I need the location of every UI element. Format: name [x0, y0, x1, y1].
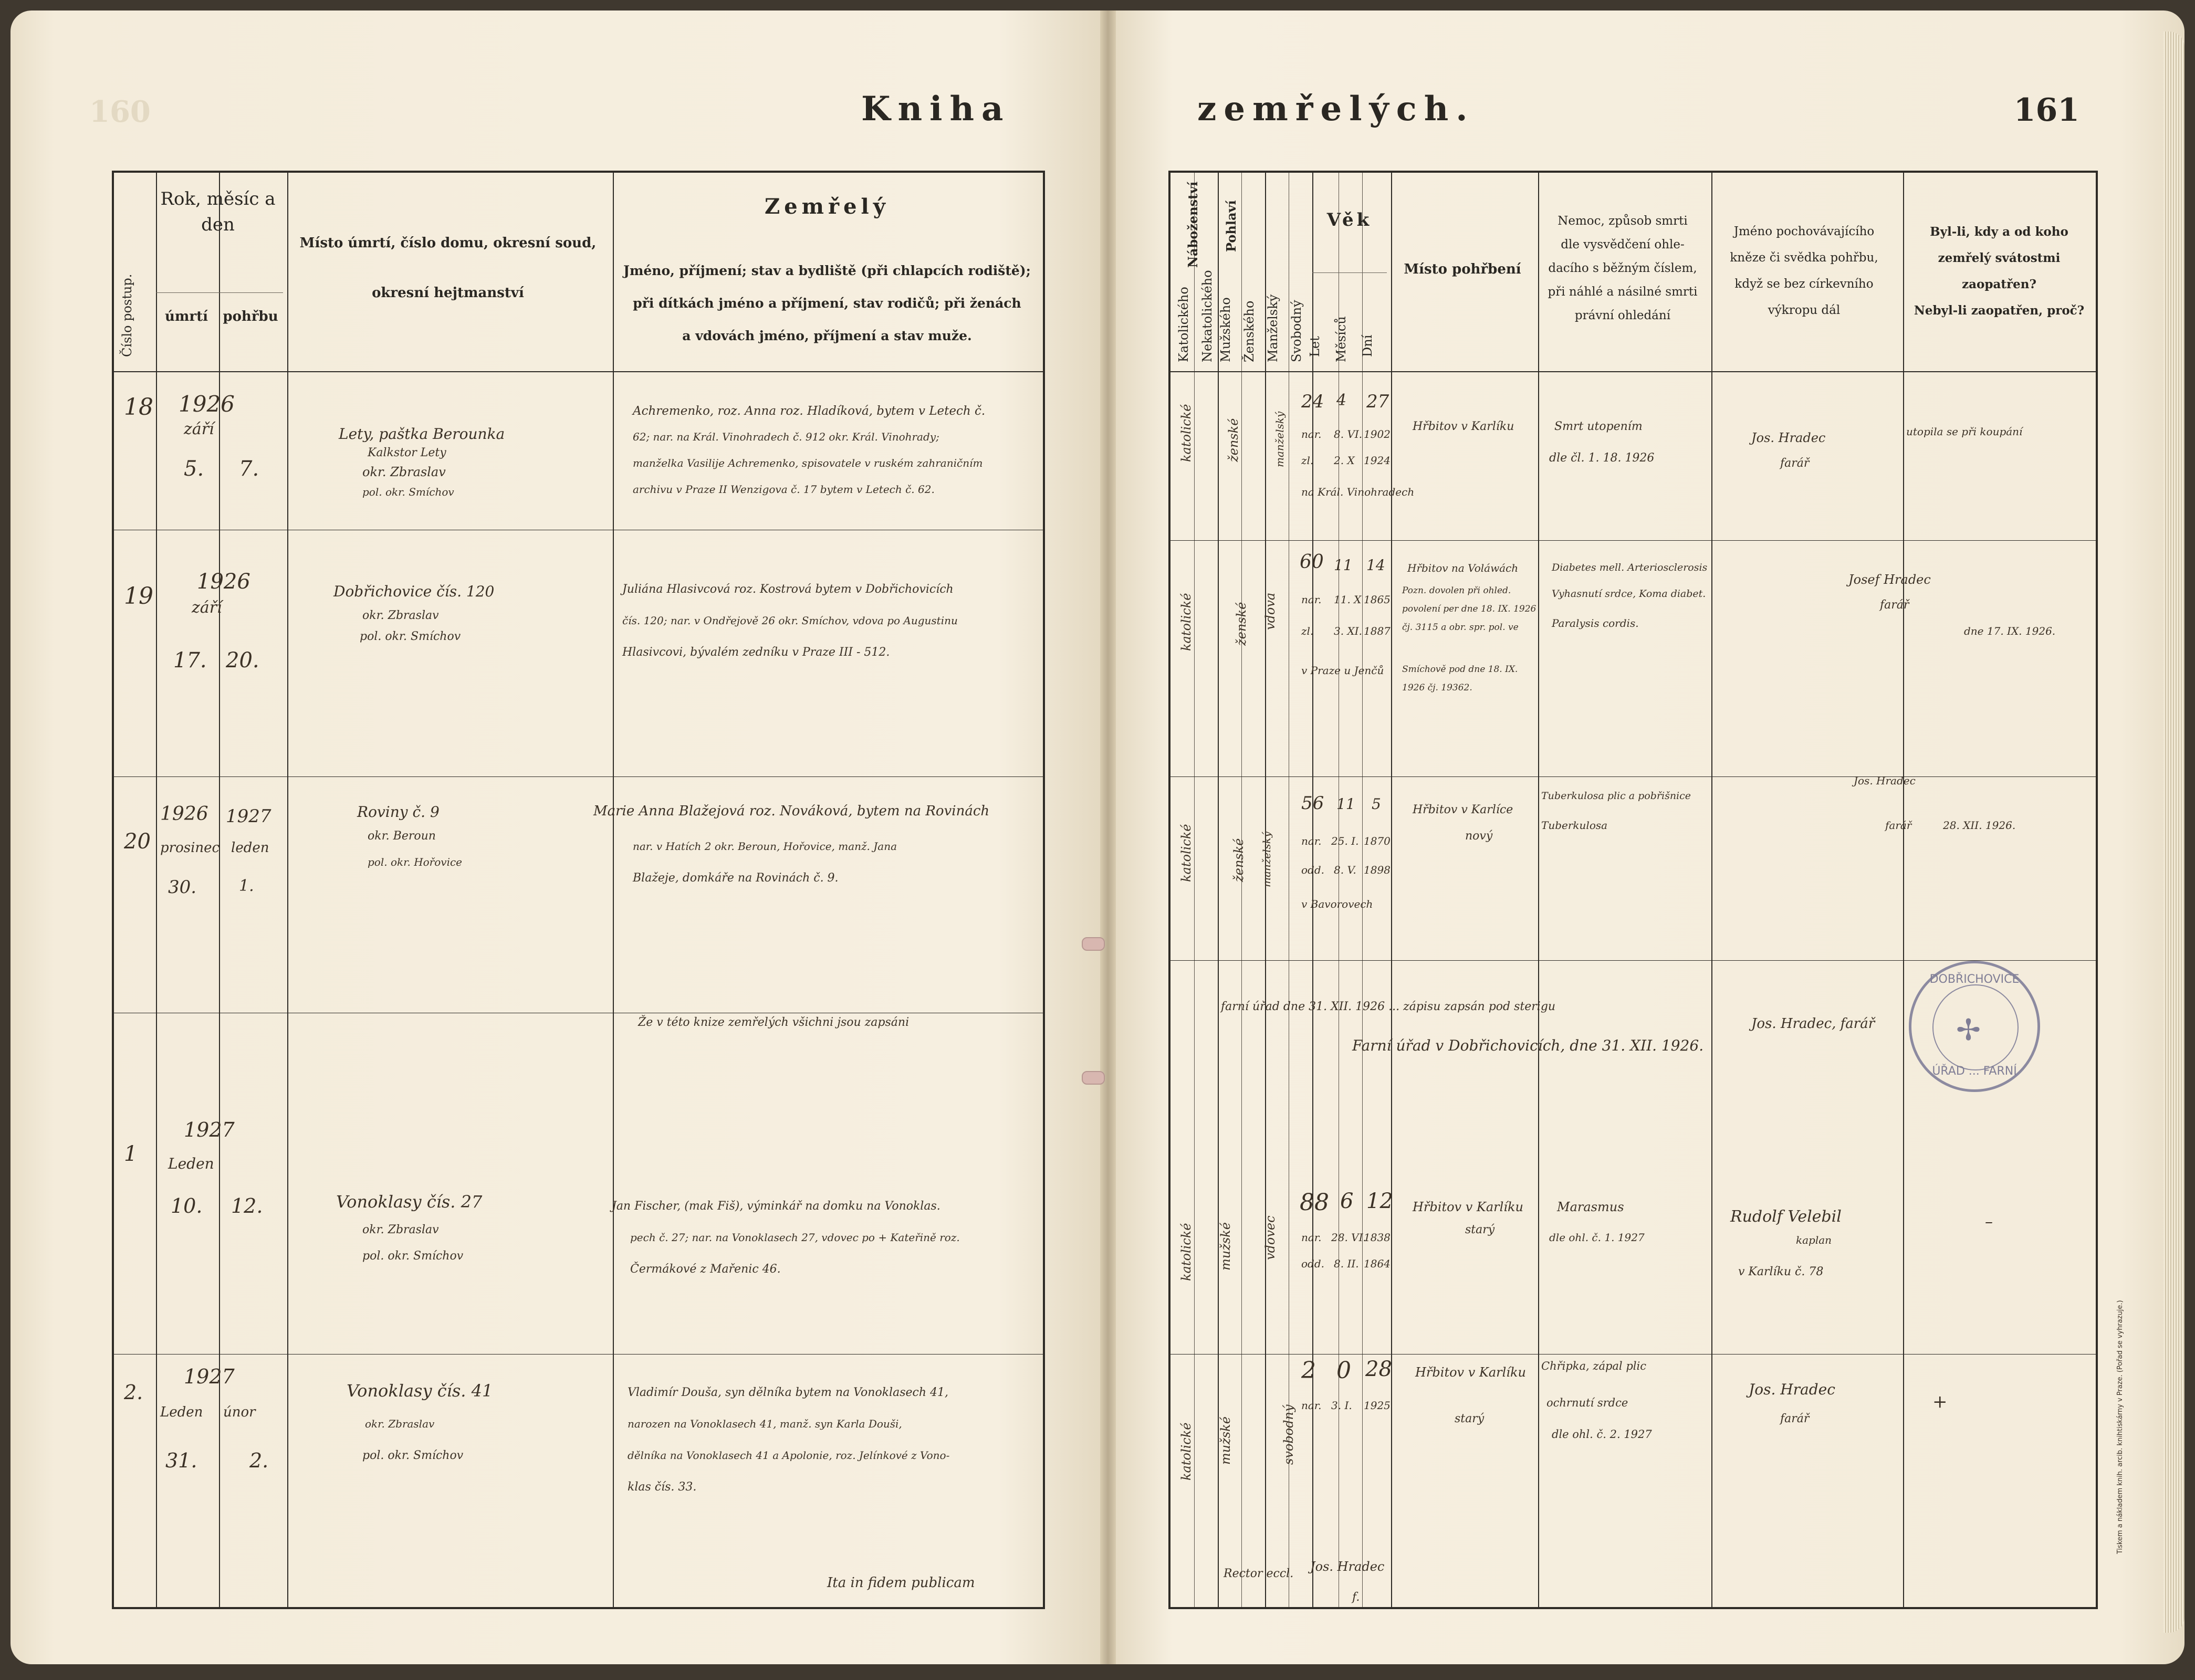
entry-18-month: září: [184, 420, 214, 438]
right-register-table: [1168, 171, 2098, 1609]
entry-19-deceased-2: čís. 120; nar. v Ondřejově 26 okr. Smíchov, vdova po Augustinu: [622, 614, 958, 627]
binding-thread-bottom: [1082, 1071, 1105, 1085]
hdr-zemrely-desc1: Jméno, příjmení; stav a bydliště (při chlapcích rodiště);: [623, 263, 1031, 278]
entry-19-age-months: 11: [1334, 556, 1353, 574]
entry-18-deceased-1: Achremenko, roz. Anna roz. Hladíková, bytem v Letech č.: [633, 404, 986, 418]
entry-2-no: 2.: [124, 1381, 143, 1404]
hdr-svobodny: Svobodný: [1289, 300, 1304, 362]
entry-1-month: Leden: [168, 1155, 214, 1172]
hdr-let: Let: [1308, 336, 1322, 357]
entry-2-burial-1: Hřbitov v Karlíku: [1415, 1365, 1526, 1380]
entry-2-sacraments: +: [1932, 1391, 1948, 1412]
entry-2-day-death: 31.: [165, 1449, 197, 1472]
entry-19-burial-2: Pozn. dovolen při ohled.: [1402, 585, 1511, 596]
entry-2-age-r2-b: 3. I.: [1331, 1399, 1352, 1412]
entry-20-priest-2: farář: [1885, 819, 1912, 832]
entry-1-year: 1927: [184, 1118, 235, 1141]
hdr-zemrely-desc3: a vdovách jméno, příjmení a stav muže.: [682, 328, 972, 343]
entry-19-age-r4: v Praze u Jenčů: [1301, 664, 1384, 677]
book-gutter: [1100, 10, 1116, 1664]
entry-2-deceased-1: Vladimír Douša, syn dělníka bytem na Vonoklasech 41,: [628, 1386, 948, 1399]
hdr-cislo: Číslo postup.: [120, 274, 134, 357]
entry-18-age-months: 4: [1336, 391, 1347, 410]
entry-18-cause-1: Smrt utopením: [1554, 420, 1643, 433]
entry-20-place-2: okr. Beroun: [368, 830, 436, 843]
entry-19-age-r2-a: nar.: [1301, 593, 1322, 606]
entry-20-age-months: 11: [1336, 795, 1355, 813]
hdr-rok: Rok, měsíc a den: [160, 188, 276, 236]
entry-18-day-death: 5.: [184, 457, 204, 481]
entry-20-burial-2: nový: [1465, 830, 1493, 843]
entry-1-age-r2-c: 1838: [1364, 1231, 1391, 1244]
hdr-misto-pohrbeni: Místo pohřbení: [1404, 261, 1521, 277]
entry-20-day-burial: 1.: [239, 877, 254, 895]
entry-20-no: 20: [124, 830, 151, 854]
hdr-umrti: úmrtí: [165, 309, 208, 324]
closing-priest: Jos. Hradec, farář: [1751, 1016, 1875, 1032]
entry-19-burial-4: čj. 3115 a obr. spr. pol. ve: [1402, 622, 1519, 633]
entry-18-sacraments: utopila se při koupání: [1906, 425, 2023, 438]
entry-2-month: Leden: [160, 1404, 203, 1420]
entry-18-religion: katolické: [1179, 404, 1194, 462]
entry-1-age-days: 12: [1366, 1189, 1393, 1213]
entry-19-burial-3: povolení per dne 18. IX. 1926: [1402, 604, 1537, 614]
entry-2-age-months: 0: [1336, 1357, 1351, 1384]
hdr-nemoc-5: právní ohledání: [1574, 309, 1671, 322]
title-right: zemřelých.: [1197, 89, 1475, 129]
entry-1-deceased-1: Jan Fischer, (mak Fiš), výminkář na domku na Vonoklas.: [612, 1200, 940, 1213]
hdr-byl-3: zaopatřen?: [1962, 277, 2036, 291]
entry-19-day-burial: 20.: [226, 648, 259, 673]
entry-1-cause-1: Marasmus: [1557, 1200, 1624, 1214]
entry-1-burial-1: Hřbitov v Karlíku: [1413, 1200, 1523, 1214]
entry-1-priest-2: kaplan: [1796, 1234, 1832, 1246]
entry-18-age-r3-b: 2. X: [1334, 454, 1355, 467]
hdr-jmeno-4: výkropu dál: [1768, 303, 1841, 317]
hdr-dni: Dní: [1360, 334, 1375, 357]
entry-19-age-days: 14: [1366, 556, 1385, 574]
entry-1-place-2: okr. Zbraslav: [362, 1223, 439, 1236]
entry-19-age-r2-c: 1865: [1364, 593, 1391, 606]
entry-19-religion: katolické: [1179, 593, 1194, 651]
entry-2-place-1: Vonoklasy čís. 41: [347, 1381, 493, 1401]
entry-18-status: manželský: [1273, 411, 1286, 467]
hdr-byl-4: Nebyl-li zaopatřen, proč?: [1914, 303, 2085, 318]
entry-1-religion: katolické: [1179, 1223, 1194, 1281]
entry-2-status: svobodný: [1281, 1404, 1296, 1465]
entry-18-deceased-2: 62; nar. na Král. Vinohradech č. 912 okr. Král. Vinohrady;: [633, 430, 939, 443]
entry-19-place-3: pol. okr. Smíchov: [360, 630, 461, 643]
entry-20-priest-1: Jos. Hradec: [1854, 774, 1916, 787]
closing-right-1: farní úřad dne 31. XII. 1926 ... zápisu zapsán pod sterigu: [1221, 1000, 1556, 1013]
entry-18-sex: ženské: [1226, 418, 1241, 462]
entry-2-deceased-4: klas čís. 33.: [628, 1480, 697, 1494]
entry-18-age-r2-c: 1902: [1364, 428, 1391, 440]
hdr-nemoc-3: dacího s běžným číslem,: [1548, 261, 1697, 275]
entry-2-age-years: 2: [1301, 1357, 1316, 1384]
entry-1-age-months: 6: [1340, 1189, 1354, 1213]
hdr-nemoc-4: při náhlé a násilné smrti: [1548, 285, 1698, 299]
entry-2-religion: katolické: [1179, 1422, 1194, 1480]
entry-18-age-r2-a: nar.: [1301, 428, 1322, 440]
hdr-byl-1: Byl-li, kdy a od koho: [1930, 225, 2068, 239]
hdr-katolickeho: Katolického: [1176, 287, 1191, 362]
entry-2-age-r2-a: nar.: [1301, 1399, 1322, 1412]
entry-2-place-2: okr. Zbraslav: [365, 1418, 435, 1430]
entry-18-priest-1: Jos. Hradec: [1751, 430, 1826, 445]
entry-20-place-1: Roviny č. 9: [357, 803, 440, 821]
entry-18-age-r3-c: 1924: [1364, 454, 1391, 467]
parish-stamp: [1909, 961, 2040, 1092]
entry-1-day-burial: 12.: [231, 1194, 263, 1217]
entry-2-deceased-2: narozen na Vonoklasech 41, manž. syn Karla Douši,: [628, 1418, 902, 1430]
entry-20-age-years: 56: [1301, 793, 1324, 814]
hdr-pohrbu: pohřbu: [223, 309, 278, 324]
entry-19-deceased-3: Hlasivcovi, bývalém zedníku v Praze III - 512.: [622, 646, 890, 659]
entry-1-age-r2-b: 28. VI.: [1331, 1231, 1366, 1244]
entry-19-deceased-1: Juliána Hlasivcová roz. Kostrová bytem v Dobřichovicích: [622, 583, 954, 596]
entry-18-priest-2: farář: [1780, 457, 1810, 470]
entry-2-age-days: 28: [1365, 1357, 1392, 1381]
entry-20-burial-1: Hřbitov v Karlíce: [1413, 803, 1513, 816]
entry-20-cause-1: Tuberkulosa plic a pobřišnice: [1541, 790, 1691, 802]
entry-18-place-2: Kalkstor Lety: [368, 446, 446, 459]
entry-2-cause-1: Chřipka, zápal plic: [1541, 1360, 1646, 1372]
entry-1-deceased-3: Čermákové z Mařenic 46.: [630, 1263, 781, 1276]
page-number: 161: [2013, 92, 2079, 129]
entry-19-cause-1: Diabetes mell. Arteriosclerosis: [1552, 562, 1708, 573]
entry-19-year: 1926: [197, 570, 250, 594]
entry-19-age-r3-c: 1887: [1364, 625, 1391, 637]
entry-20-year-burial: 1927: [226, 806, 271, 827]
hdr-byl-2: zemřelý svátostmi: [1938, 251, 2061, 265]
hdr-muzskeho: Mužského: [1218, 297, 1233, 362]
hdr-nabozenstvi: Náboženství: [1185, 181, 1200, 268]
entry-20-day-death: 30.: [168, 877, 197, 898]
footer-left: Ita in fidem publicam: [827, 1575, 975, 1591]
entry-2-sex: mužské: [1218, 1416, 1233, 1465]
entry-18-place-4: pol. okr. Smíchov: [362, 486, 454, 498]
entry-18-age-r4: na Král. Vinohradech: [1301, 486, 1415, 498]
entry-1-day-death: 10.: [171, 1194, 203, 1217]
entry-1-age-r3-a: odd.: [1301, 1257, 1325, 1270]
entry-18-age-days: 27: [1366, 391, 1389, 412]
entry-1-age-r3-c: 1864: [1364, 1257, 1391, 1270]
entry-2-priest-1: Jos. Hradec: [1749, 1381, 1835, 1398]
hdr-nemoc-2: dle vysvědčení ohle-: [1561, 238, 1685, 251]
entry-20-age-r4: v Bavorovech: [1301, 898, 1373, 910]
entry-20-age-r2-b: 25. I.: [1331, 835, 1359, 847]
entry-19-place-1: Dobřichovice čís. 120: [333, 583, 495, 600]
entry-19-no: 19: [124, 583, 153, 610]
entry-20-age-r3-b: 8. V.: [1334, 864, 1356, 876]
entry-1-no: 1: [124, 1142, 138, 1166]
entry-20-sex: ženské: [1231, 838, 1246, 882]
entry-19-place-2: okr. Zbraslav: [362, 609, 439, 622]
entry-1-priest-1: Rudolf Velebil: [1730, 1208, 1842, 1226]
hdr-jmeno-3: když se bez církevního: [1734, 277, 1874, 291]
hdr-jmeno-2: kněze či svědka pohřbu,: [1730, 251, 1878, 265]
entry-19-day-death: 17.: [173, 648, 207, 673]
hdr-nemoc-1: Nemoc, způsob smrti: [1558, 214, 1688, 228]
entry-18-year: 1926: [179, 391, 235, 417]
entry-19-age-r3-a: zl.: [1301, 625, 1314, 637]
entry-20-place-3: pol. okr. Hořovice: [368, 856, 463, 868]
entry-18-age-r2-b: 8. VI.: [1334, 428, 1363, 440]
title-left: Kniha: [861, 89, 1011, 129]
entry-2-place-3: pol. okr. Smíchov: [362, 1449, 464, 1462]
entry-20-age-r3-a: odd.: [1301, 864, 1325, 876]
entry-2-cause-3: dle ohl. č. 2. 1927: [1552, 1428, 1652, 1441]
entry-20-age-r3-c: 1898: [1364, 864, 1391, 876]
closing-right-2: Farní úřad v Dobřichovicích, dne 31. XII. 1926.: [1352, 1037, 1704, 1054]
entry-18-deceased-3: manželka Vasilije Achremenko, spisovatele v ruském zahraničním: [633, 457, 983, 469]
entry-18-no: 18: [124, 394, 153, 421]
entry-2-priest-2: farář: [1780, 1412, 1810, 1425]
ghost-page-number: 160: [89, 94, 151, 129]
hdr-zemrely-desc2: při dítkách jméno a příjmení, stav rodičů; při ženách: [633, 296, 1021, 311]
hdr-misto: Místo úmrtí, číslo domu, okresní soud,: [299, 235, 597, 251]
entry-1-sex: mužské: [1218, 1222, 1233, 1270]
entry-1-sacraments: –: [1985, 1213, 1993, 1231]
entry-2-cause-2: ochrnutí srdce: [1546, 1396, 1628, 1409]
entry-20-deceased-1: Marie Anna Blažejová roz. Nováková, bytem na Rovinách: [593, 803, 990, 819]
printer-imprint: Tiskem a nákladem knih. arcib. knihtiskárny v Praze. (Pořad se vyhrazuje.): [2116, 1300, 2124, 1554]
entry-19-age-r2-b: 11. X: [1334, 593, 1362, 606]
hdr-zenskeho: Ženského: [1242, 300, 1257, 362]
entry-18-burial: Hřbitov v Karlíku: [1413, 420, 1514, 433]
stamp-emblem-icon: ✢: [1956, 1013, 1981, 1047]
entry-19-cause-2: Vyhasnutí srdce, Koma diabet.: [1552, 588, 1706, 600]
entry-20-month: prosinec: [160, 840, 220, 856]
page-edges: [2163, 32, 2184, 1633]
hdr-manzelsky: Manželský: [1266, 294, 1280, 362]
entry-19-burial-5: Smíchově pod dne 18. IX.: [1402, 664, 1518, 675]
entry-18-day-burial: 7.: [239, 457, 259, 481]
entry-2-age-r2-c: 1925: [1364, 1399, 1391, 1412]
entry-19-sex: ženské: [1234, 602, 1249, 646]
entry-1-priest-3: v Karlíku č. 78: [1738, 1265, 1824, 1278]
entry-18-age-r3-a: zl.: [1301, 454, 1314, 467]
entry-19-age-years: 60: [1300, 551, 1324, 573]
entry-20-age-days: 5: [1372, 795, 1381, 813]
hdr-vek: Věk: [1326, 209, 1373, 230]
entry-1-age-r2-a: nar.: [1301, 1231, 1322, 1244]
hdr-jmeno-1: Jméno pochovávajícího: [1733, 225, 1875, 238]
entry-1-deceased-2: pech č. 27; nar. na Vonoklasech 27, vdovec po + Kateřině roz.: [630, 1231, 960, 1244]
entry-19-status: vdova: [1263, 592, 1278, 630]
entry-20-year: 1926: [160, 803, 208, 825]
entry-18-deceased-4: archivu v Praze II Wenzigova č. 17 bytem v Letech č. 62.: [633, 483, 935, 496]
entry-20-religion: katolické: [1179, 824, 1194, 882]
entry-20-deceased-2: nar. v Hatích 2 okr. Beroun, Hořovice, manž. Jana: [633, 840, 897, 853]
entry-19-cause-3: Paralysis cordis.: [1552, 617, 1639, 629]
hdr-zemrely: Zemřelý: [765, 194, 890, 219]
closing-note: Že v této knize zemřelých všichni jsou zapsáni: [638, 1016, 910, 1029]
entry-19-month: září: [192, 598, 222, 617]
entry-18-age-years: 24: [1301, 391, 1324, 412]
footer-right-2: Jos. Hradec: [1310, 1559, 1385, 1574]
entry-18-place-1: Lety, paštka Berounka: [339, 425, 505, 443]
binding-thread-top: [1082, 937, 1105, 951]
entry-2-burial-2: starý: [1455, 1412, 1485, 1425]
hdr-mesicu: Měsíců: [1334, 316, 1349, 362]
entry-20-age-r2-a: nar.: [1301, 835, 1322, 847]
footer-right-1: Rector eccl.: [1224, 1567, 1294, 1580]
footer-right-3: f.: [1352, 1591, 1360, 1604]
hdr-misto2: okresní hejtmanství: [372, 285, 524, 301]
entry-2-year: 1927: [184, 1365, 235, 1388]
entry-19-sacraments: dne 17. IX. 1926.: [1964, 625, 2056, 637]
entry-1-place-3: pol. okr. Smíchov: [362, 1250, 464, 1263]
hdr-nekatolickeho: Nekatolického: [1200, 270, 1215, 362]
entry-20-month-burial: leden: [231, 840, 269, 856]
entry-19-priest-2: farář: [1880, 598, 1909, 612]
hdr-pohlavi: Pohlaví: [1224, 200, 1239, 252]
entry-1-burial-2: starý: [1465, 1223, 1495, 1236]
entry-2-month-burial: únor: [223, 1404, 256, 1420]
entry-20-sacraments: 28. XII. 1926.: [1943, 819, 2016, 832]
entry-20-cause-2: Tuberkulosa: [1541, 819, 1608, 832]
entry-19-burial-1: Hřbitov na Voláwách: [1407, 562, 1519, 574]
entry-20-deceased-3: Blažeje, domkáře na Rovinách č. 9.: [633, 872, 839, 885]
entry-19-priest-1: Josef Hradec: [1848, 572, 1931, 587]
stamp-text-top: DOBŘICHOVICE: [1929, 973, 2020, 986]
entry-1-status: vdovec: [1263, 1215, 1278, 1260]
stamp-text-bottom: ÚŘAD ... FARNÍ: [1932, 1065, 2017, 1078]
entry-19-burial-6: 1926 čj. 19362.: [1402, 682, 1472, 693]
entry-1-cause-2: dle ohl. č. 1. 1927: [1549, 1231, 1645, 1244]
entry-20-status: manželský: [1260, 831, 1273, 887]
entry-1-age-r3-b: 8. II.: [1334, 1257, 1359, 1270]
entry-20-age-r2-c: 1870: [1364, 835, 1391, 847]
entry-2-day-burial: 2.: [249, 1449, 269, 1472]
entry-2-deceased-3: dělníka na Vonoklasech 41 a Apolonie, roz. Jelínkové z Vono-: [628, 1449, 950, 1462]
entry-18-place-3: okr. Zbraslav: [362, 465, 446, 479]
entry-1-place-1: Vonoklasy čís. 27: [336, 1192, 483, 1212]
entry-19-age-r3-b: 3. XI.: [1334, 625, 1362, 637]
entry-1-age-years: 88: [1300, 1189, 1329, 1216]
entry-18-cause-2: dle čl. 1. 18. 1926: [1549, 452, 1655, 465]
